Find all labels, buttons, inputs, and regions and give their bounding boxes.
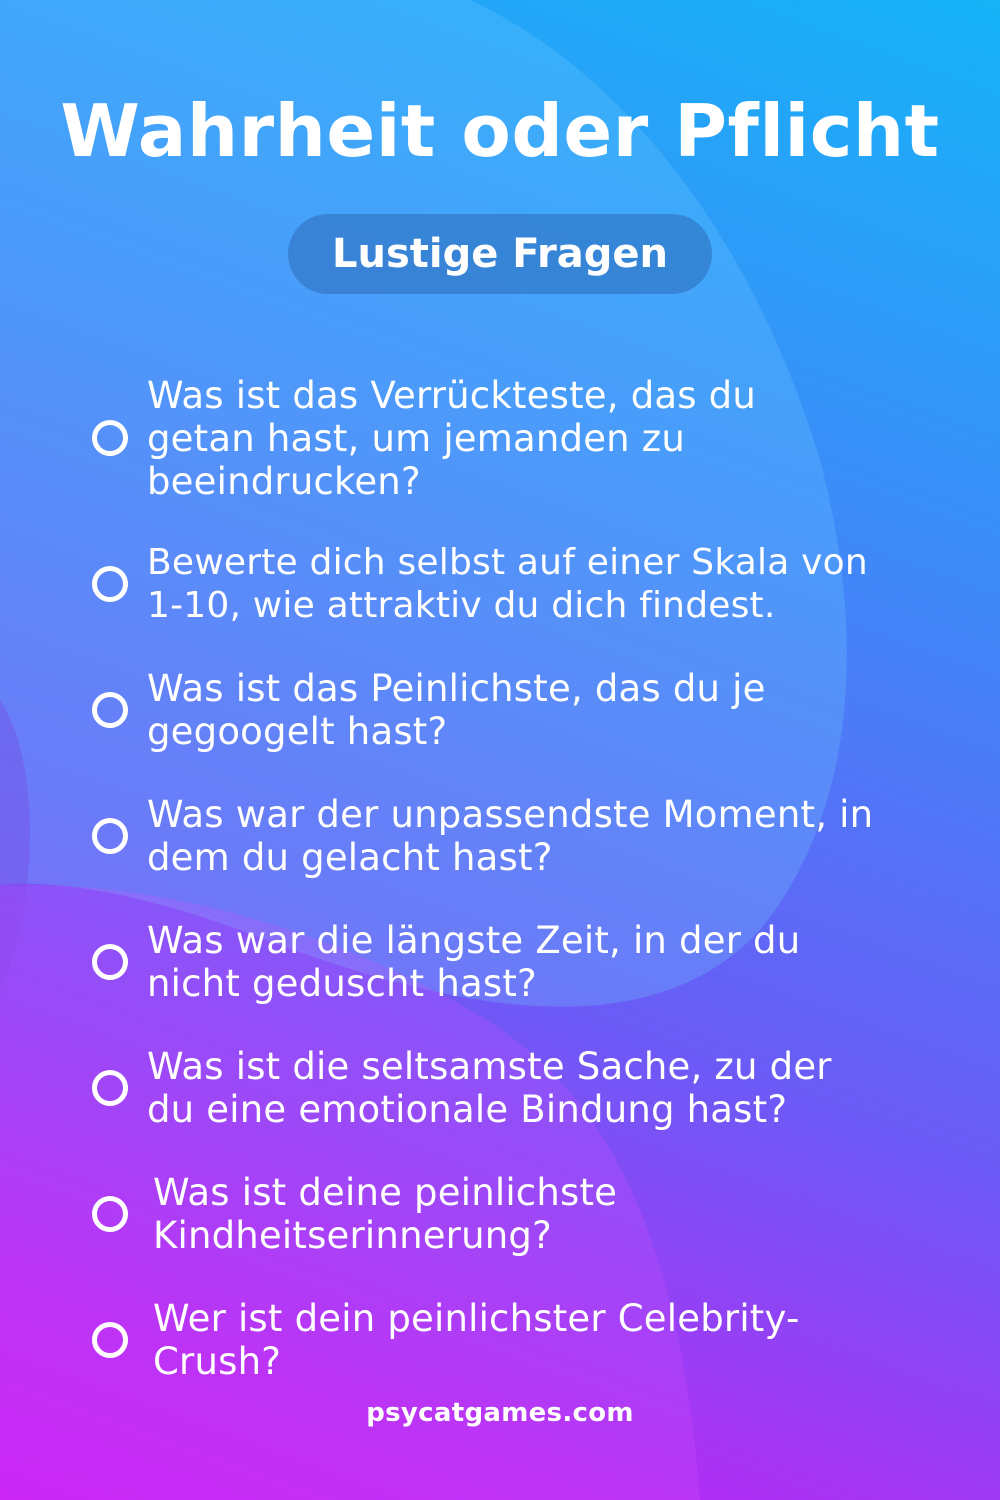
- question-text: Was ist die seltsamste Sache, zu der du eine emotionale Bindung hast?: [147, 1045, 832, 1131]
- question-item-4: [92, 790, 892, 882]
- circle-icon: [92, 1196, 128, 1232]
- question-item-5: [92, 916, 892, 1008]
- circle-icon: [92, 1322, 128, 1358]
- page-title: Wahrheit oder Pflicht: [60, 89, 940, 173]
- circle-icon: [92, 818, 128, 854]
- footer-website: psycatgames.com: [366, 1398, 634, 1428]
- circle-icon: [92, 566, 128, 602]
- question-text: Was ist deine peinlichste Kindheitserinnerung?: [153, 1171, 618, 1257]
- question-item-1: [92, 370, 892, 506]
- circle-icon: [92, 1070, 128, 1106]
- question-item-6: [92, 1042, 892, 1134]
- question-text: Was ist das Peinlichste, das du je gegoogelt hast?: [147, 667, 766, 753]
- question-item-8: [92, 1294, 892, 1386]
- circle-icon: [92, 692, 128, 728]
- question-item-3: [92, 664, 892, 756]
- question-text: Was war der unpassendste Moment, in dem du gelacht hast?: [147, 793, 874, 879]
- question-item-7: [92, 1168, 892, 1260]
- question-text: Was ist das Verrückteste, das du getan hast, um jemanden zu beeindrucken?: [147, 373, 757, 503]
- question-text: Was war die längste Zeit, in der du nicht geduscht hast?: [147, 919, 801, 1005]
- question-text: Bewerte dich selbst auf einer Skala von 1-10, wie attraktiv du dich findest.: [147, 542, 868, 626]
- subtitle-label: Lustige Fragen: [331, 231, 668, 277]
- circle-icon: [92, 420, 128, 456]
- question-text: Wer ist dein peinlichster Celebrity-Crush?: [153, 1297, 800, 1383]
- question-item-2: [92, 538, 892, 630]
- circle-icon: [92, 944, 128, 980]
